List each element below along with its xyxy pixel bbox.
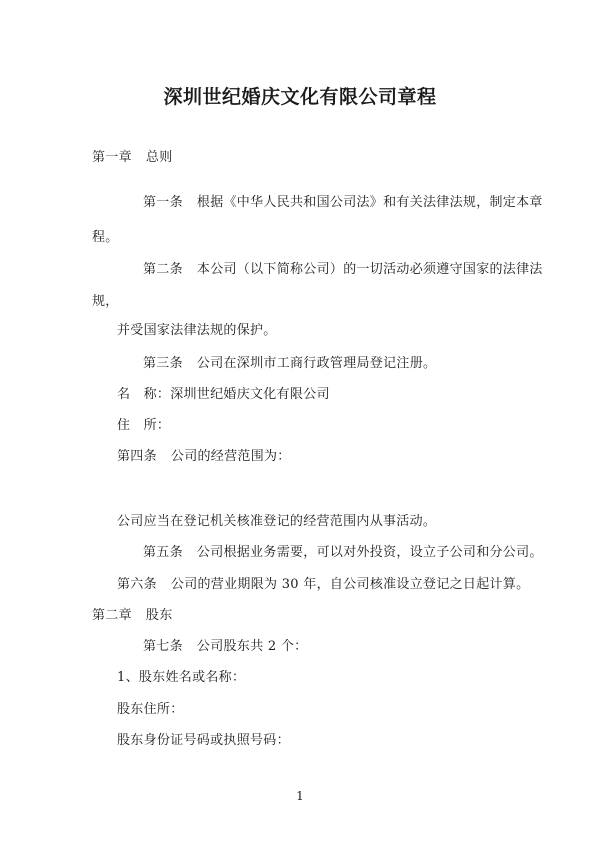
chapter2-name: 股东 <box>145 608 173 623</box>
company-address-field <box>117 418 170 434</box>
article4 <box>117 449 291 465</box>
article6-label: 第六条 <box>117 577 157 592</box>
company-name-field <box>117 387 330 403</box>
article2-label: 第二条 <box>143 262 183 277</box>
chapter1-name: 总则 <box>145 150 173 165</box>
shareholder-address-field: 股东住所： <box>117 702 184 717</box>
article7 <box>143 639 307 655</box>
article4-label: 第四条 <box>117 449 157 464</box>
article3-text: 公司在深圳市工商行政管理局登记注册。 <box>196 356 437 371</box>
article1-text: 根据《中华人民共和国公司法》和有关法律法规，制定本章 <box>196 195 543 210</box>
company-name-label: 名 称： <box>117 387 171 402</box>
article7-text: 公司股东共 2 个： <box>196 639 308 654</box>
article6 <box>117 577 529 593</box>
shareholder-name-field: 1、股东姓名或名称： <box>117 670 246 685</box>
shareholder-id-field: 股东身份证号码或执照号码： <box>117 733 290 748</box>
chapter2-heading <box>92 608 173 624</box>
article2-line1 <box>143 262 543 278</box>
article7-label: 第七条 <box>143 639 183 654</box>
article2-line2: 规， <box>92 294 119 309</box>
article2-text: 本公司（以下简称公司）的一切活动必须遵守国家的法律法 <box>196 262 543 277</box>
article3 <box>143 356 436 372</box>
article3-label: 第三条 <box>143 356 183 371</box>
chapter1-heading <box>92 150 173 166</box>
company-name-value: 深圳世纪婚庆文化有限公司 <box>170 387 330 402</box>
page-number: 1 <box>296 789 304 803</box>
article1-label: 第一条 <box>143 195 183 210</box>
article4-text: 公司的经营范围为： <box>170 449 291 464</box>
article5 <box>143 545 543 561</box>
article5-text: 公司根据业务需要，可以对外投资，设立子公司和分公司。 <box>196 545 543 560</box>
chapter1-label: 第一章 <box>92 150 132 165</box>
article5-label: 第五条 <box>143 545 183 560</box>
article6-text: 公司的营业期限为 30 年，自公司核准设立登记之日起计算。 <box>170 577 530 592</box>
document-title: 深圳世纪婚庆文化有限公司章程 <box>163 86 437 108</box>
company-address-label: 住 所： <box>117 418 171 433</box>
article2-line3: 并受国家法律法规的保护。 <box>117 323 277 338</box>
article1-line2: 程。 <box>92 230 119 245</box>
article1-line1 <box>143 195 543 211</box>
chapter2-label: 第二章 <box>92 608 132 623</box>
article4-line2: 公司应当在登记机关核准登记的经营范围内从事活动。 <box>117 514 437 529</box>
